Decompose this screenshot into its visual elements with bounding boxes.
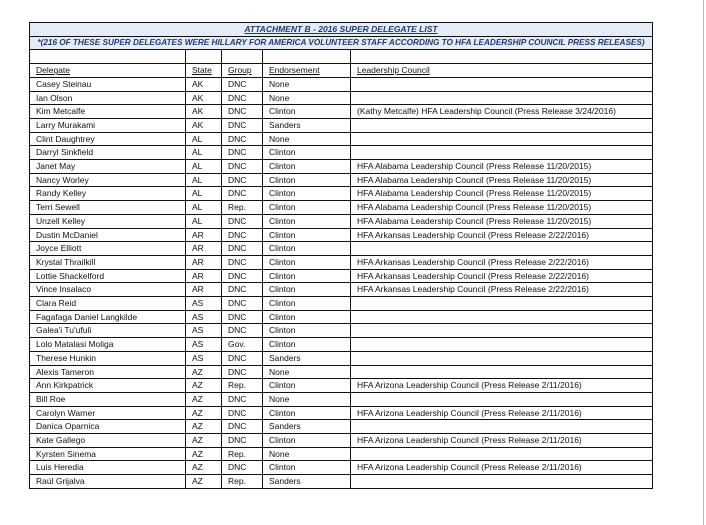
cell-delegate: Nancy Worley bbox=[30, 173, 186, 187]
cell-group: DNC bbox=[222, 283, 263, 297]
cell-group: DNC bbox=[222, 173, 263, 187]
cell-endorsement: Clinton bbox=[263, 297, 351, 311]
cell-state: AZ bbox=[186, 447, 222, 461]
cell-group: DNC bbox=[222, 420, 263, 434]
cell-leadership-council: HFA Alabama Leadership Council (Press Release 11/20/2015) bbox=[351, 201, 653, 215]
table-row bbox=[30, 447, 653, 461]
cell-group: Rep. bbox=[222, 201, 263, 215]
cell-leadership-council bbox=[351, 297, 653, 311]
table-row bbox=[30, 420, 653, 434]
table-row bbox=[30, 324, 653, 338]
cell-group: DNC bbox=[222, 351, 263, 365]
cell-delegate: Galea'i Tu'ufuli bbox=[30, 324, 186, 338]
cell-endorsement: Clinton bbox=[263, 242, 351, 256]
cell-leadership-council: HFA Alabama Leadership Council (Press Release 11/20/2015) bbox=[351, 173, 653, 187]
cell-delegate: Lottie Shackelford bbox=[30, 269, 186, 283]
cell-leadership-council bbox=[351, 77, 653, 91]
cell-group: Rep. bbox=[222, 447, 263, 461]
cell-group: DNC bbox=[222, 118, 263, 132]
cell-leadership-council: HFA Arizona Leadership Council (Press Release 2/11/2016) bbox=[351, 379, 653, 393]
cell-state: AZ bbox=[186, 392, 222, 406]
table-row bbox=[30, 461, 653, 475]
blank-cell bbox=[30, 50, 186, 64]
cell-delegate: Randy Kelley bbox=[30, 187, 186, 201]
cell-delegate: Dustin McDaniel bbox=[30, 228, 186, 242]
cell-group: DNC bbox=[222, 77, 263, 91]
blank-cell bbox=[351, 50, 653, 64]
cell-leadership-council: HFA Alabama Leadership Council (Press Release 11/20/2015) bbox=[351, 214, 653, 228]
cell-group: DNC bbox=[222, 297, 263, 311]
cell-group: Gov. bbox=[222, 338, 263, 352]
cell-state: AS bbox=[186, 338, 222, 352]
cell-state: AK bbox=[186, 105, 222, 119]
cell-state: AL bbox=[186, 201, 222, 215]
cell-group: DNC bbox=[222, 132, 263, 146]
cell-group: Rep. bbox=[222, 379, 263, 393]
cell-endorsement: Sanders bbox=[263, 420, 351, 434]
table-row bbox=[30, 379, 653, 393]
header-delegate: Delegate bbox=[30, 64, 186, 78]
header-state: State bbox=[186, 64, 222, 78]
cell-endorsement: Clinton bbox=[263, 255, 351, 269]
cell-group: DNC bbox=[222, 214, 263, 228]
header-row bbox=[30, 64, 653, 78]
cell-delegate: Larry Murakami bbox=[30, 118, 186, 132]
cell-endorsement: Clinton bbox=[263, 146, 351, 160]
cell-endorsement: Clinton bbox=[263, 160, 351, 174]
cell-state: AZ bbox=[186, 379, 222, 393]
table-row bbox=[30, 146, 653, 160]
cell-leadership-council bbox=[351, 242, 653, 256]
cell-delegate: Bill Roe bbox=[30, 392, 186, 406]
table-row bbox=[30, 297, 653, 311]
cell-group: DNC bbox=[222, 242, 263, 256]
cell-leadership-council: HFA Arkansas Leadership Council (Press Release 2/22/2016) bbox=[351, 283, 653, 297]
cell-leadership-council: HFA Arizona Leadership Council (Press Release 2/11/2016) bbox=[351, 461, 653, 475]
delegate-table bbox=[29, 22, 653, 489]
header-leadership-council: Leadership Council bbox=[351, 64, 653, 78]
cell-group: DNC bbox=[222, 406, 263, 420]
cell-delegate: Alexis Tameron bbox=[30, 365, 186, 379]
header-endorsement: Endorsement bbox=[263, 64, 351, 78]
table-row bbox=[30, 160, 653, 174]
cell-endorsement: Clinton bbox=[263, 406, 351, 420]
cell-delegate: Luis Heredia bbox=[30, 461, 186, 475]
cell-delegate: Clara Reid bbox=[30, 297, 186, 311]
cell-delegate: Clint Daughtrey bbox=[30, 132, 186, 146]
title-row bbox=[30, 23, 653, 37]
table-row bbox=[30, 91, 653, 105]
cell-leadership-council bbox=[351, 420, 653, 434]
cell-leadership-council: HFA Arizona Leadership Council (Press Release 2/11/2016) bbox=[351, 406, 653, 420]
cell-endorsement: Sanders bbox=[263, 475, 351, 489]
cell-delegate: Fagafaga Daniel Langkilde bbox=[30, 310, 186, 324]
table-row bbox=[30, 365, 653, 379]
cell-group: DNC bbox=[222, 228, 263, 242]
table-row bbox=[30, 132, 653, 146]
cell-state: AL bbox=[186, 214, 222, 228]
cell-state: AZ bbox=[186, 420, 222, 434]
cell-state: AS bbox=[186, 324, 222, 338]
cell-leadership-council: HFA Alabama Leadership Council (Press Release 11/20/2015) bbox=[351, 187, 653, 201]
cell-leadership-council: HFA Arizona Leadership Council (Press Release 2/11/2016) bbox=[351, 434, 653, 448]
table-row bbox=[30, 434, 653, 448]
cell-leadership-council: HFA Arkansas Leadership Council (Press Release 2/22/2016) bbox=[351, 269, 653, 283]
cell-endorsement: Clinton bbox=[263, 269, 351, 283]
table-row bbox=[30, 201, 653, 215]
cell-group: DNC bbox=[222, 160, 263, 174]
cell-endorsement: Clinton bbox=[263, 461, 351, 475]
cell-group: DNC bbox=[222, 310, 263, 324]
cell-group: DNC bbox=[222, 324, 263, 338]
cell-endorsement: None bbox=[263, 392, 351, 406]
cell-delegate: Unzell Kelley bbox=[30, 214, 186, 228]
cell-leadership-council bbox=[351, 118, 653, 132]
cell-endorsement: None bbox=[263, 77, 351, 91]
cell-endorsement: Clinton bbox=[263, 105, 351, 119]
table-row bbox=[30, 118, 653, 132]
cell-endorsement: Clinton bbox=[263, 201, 351, 215]
table-row bbox=[30, 269, 653, 283]
cell-state: AK bbox=[186, 77, 222, 91]
cell-endorsement: Clinton bbox=[263, 324, 351, 338]
cell-state: AL bbox=[186, 146, 222, 160]
cell-state: AR bbox=[186, 255, 222, 269]
cell-leadership-council bbox=[351, 392, 653, 406]
cell-endorsement: Sanders bbox=[263, 351, 351, 365]
blank-cell bbox=[263, 50, 351, 64]
blank-cell bbox=[222, 50, 263, 64]
table-row bbox=[30, 228, 653, 242]
cell-endorsement: Clinton bbox=[263, 214, 351, 228]
blank-row bbox=[30, 50, 653, 64]
cell-group: DNC bbox=[222, 187, 263, 201]
cell-leadership-council bbox=[351, 91, 653, 105]
cell-endorsement: Clinton bbox=[263, 434, 351, 448]
cell-endorsement: Clinton bbox=[263, 379, 351, 393]
cell-delegate: Danica Oparnica bbox=[30, 420, 186, 434]
cell-leadership-council bbox=[351, 338, 653, 352]
table-row bbox=[30, 338, 653, 352]
cell-state: AR bbox=[186, 269, 222, 283]
cell-endorsement: Clinton bbox=[263, 228, 351, 242]
table-row bbox=[30, 187, 653, 201]
cell-endorsement: None bbox=[263, 365, 351, 379]
cell-state: AL bbox=[186, 173, 222, 187]
cell-delegate: Raúl Grijalva bbox=[30, 475, 186, 489]
blank-cell bbox=[186, 50, 222, 64]
table-row bbox=[30, 77, 653, 91]
cell-group: DNC bbox=[222, 392, 263, 406]
table-row bbox=[30, 105, 653, 119]
cell-state: AR bbox=[186, 228, 222, 242]
cell-state: AL bbox=[186, 160, 222, 174]
cell-state: AL bbox=[186, 132, 222, 146]
table-row bbox=[30, 351, 653, 365]
cell-state: AL bbox=[186, 187, 222, 201]
cell-leadership-council bbox=[351, 447, 653, 461]
table-row bbox=[30, 255, 653, 269]
cell-delegate: Casey Steinau bbox=[30, 77, 186, 91]
cell-endorsement: Sanders bbox=[263, 118, 351, 132]
document-subtitle: *(216 OF THESE SUPER DELEGATES WERE HILLARY FOR AMERICA VOLUNTEER STAFF ACCORDING TO HFA LEADERSHIP COUNCIL PRESS RELEASES) bbox=[30, 36, 653, 50]
cell-delegate: Vince Insalaco bbox=[30, 283, 186, 297]
cell-endorsement: None bbox=[263, 447, 351, 461]
cell-leadership-council bbox=[351, 365, 653, 379]
cell-state: AZ bbox=[186, 434, 222, 448]
cell-delegate: Janet May bbox=[30, 160, 186, 174]
cell-state: AS bbox=[186, 297, 222, 311]
cell-delegate: Kyrsten Sinema bbox=[30, 447, 186, 461]
cell-state: AZ bbox=[186, 365, 222, 379]
document-sheet bbox=[29, 22, 652, 489]
cell-state: AR bbox=[186, 242, 222, 256]
cell-group: DNC bbox=[222, 461, 263, 475]
cell-group: DNC bbox=[222, 434, 263, 448]
cell-leadership-council: (Kathy Metcalfe) HFA Leadership Council (Press Release 3/24/2016) bbox=[351, 105, 653, 119]
cell-endorsement: None bbox=[263, 91, 351, 105]
cell-delegate: Kate Gallego bbox=[30, 434, 186, 448]
cell-leadership-council: HFA Alabama Leadership Council (Press Release 11/20/2015) bbox=[351, 160, 653, 174]
cell-group: DNC bbox=[222, 91, 263, 105]
cell-delegate: Carolyn Warner bbox=[30, 406, 186, 420]
cell-state: AZ bbox=[186, 475, 222, 489]
cell-delegate: Terri Sewell bbox=[30, 201, 186, 215]
cell-delegate: Darryl Sinkfield bbox=[30, 146, 186, 160]
cell-state: AZ bbox=[186, 461, 222, 475]
cell-group: Rep. bbox=[222, 475, 263, 489]
subtitle-row bbox=[30, 36, 653, 50]
cell-group: DNC bbox=[222, 146, 263, 160]
cell-endorsement: Clinton bbox=[263, 338, 351, 352]
table-row bbox=[30, 406, 653, 420]
page-edge bbox=[703, 0, 704, 525]
cell-state: AR bbox=[186, 283, 222, 297]
document-title: ATTACHMENT B - 2016 SUPER DELEGATE LIST bbox=[30, 23, 653, 37]
cell-state: AS bbox=[186, 310, 222, 324]
cell-leadership-council bbox=[351, 310, 653, 324]
cell-state: AS bbox=[186, 351, 222, 365]
cell-endorsement: Clinton bbox=[263, 310, 351, 324]
table-row bbox=[30, 392, 653, 406]
cell-endorsement: None bbox=[263, 132, 351, 146]
cell-group: DNC bbox=[222, 105, 263, 119]
cell-leadership-council bbox=[351, 351, 653, 365]
cell-delegate: Lolo Matalasi Moliga bbox=[30, 338, 186, 352]
table-row bbox=[30, 283, 653, 297]
table-row bbox=[30, 242, 653, 256]
cell-endorsement: Clinton bbox=[263, 173, 351, 187]
header-group: Group bbox=[222, 64, 263, 78]
cell-group: DNC bbox=[222, 255, 263, 269]
cell-leadership-council bbox=[351, 132, 653, 146]
cell-leadership-council bbox=[351, 146, 653, 160]
cell-delegate: Therese Hunkin bbox=[30, 351, 186, 365]
cell-endorsement: Clinton bbox=[263, 283, 351, 297]
cell-group: DNC bbox=[222, 365, 263, 379]
cell-endorsement: Clinton bbox=[263, 187, 351, 201]
table-row bbox=[30, 173, 653, 187]
cell-state: AK bbox=[186, 91, 222, 105]
cell-state: AK bbox=[186, 118, 222, 132]
cell-group: DNC bbox=[222, 269, 263, 283]
table-row bbox=[30, 214, 653, 228]
cell-delegate: Ian Olson bbox=[30, 91, 186, 105]
cell-leadership-council: HFA Arkansas Leadership Council (Press Release 2/22/2016) bbox=[351, 255, 653, 269]
table-row bbox=[30, 310, 653, 324]
cell-leadership-council bbox=[351, 475, 653, 489]
cell-delegate: Joyce Elliott bbox=[30, 242, 186, 256]
cell-leadership-council: HFA Arkansas Leadership Council (Press Release 2/22/2016) bbox=[351, 228, 653, 242]
cell-state: AZ bbox=[186, 406, 222, 420]
cell-delegate: Krystal Thrailkill bbox=[30, 255, 186, 269]
cell-leadership-council bbox=[351, 324, 653, 338]
cell-delegate: Kim Metcalfe bbox=[30, 105, 186, 119]
table-row bbox=[30, 475, 653, 489]
cell-delegate: Ann Kirkpatrick bbox=[30, 379, 186, 393]
